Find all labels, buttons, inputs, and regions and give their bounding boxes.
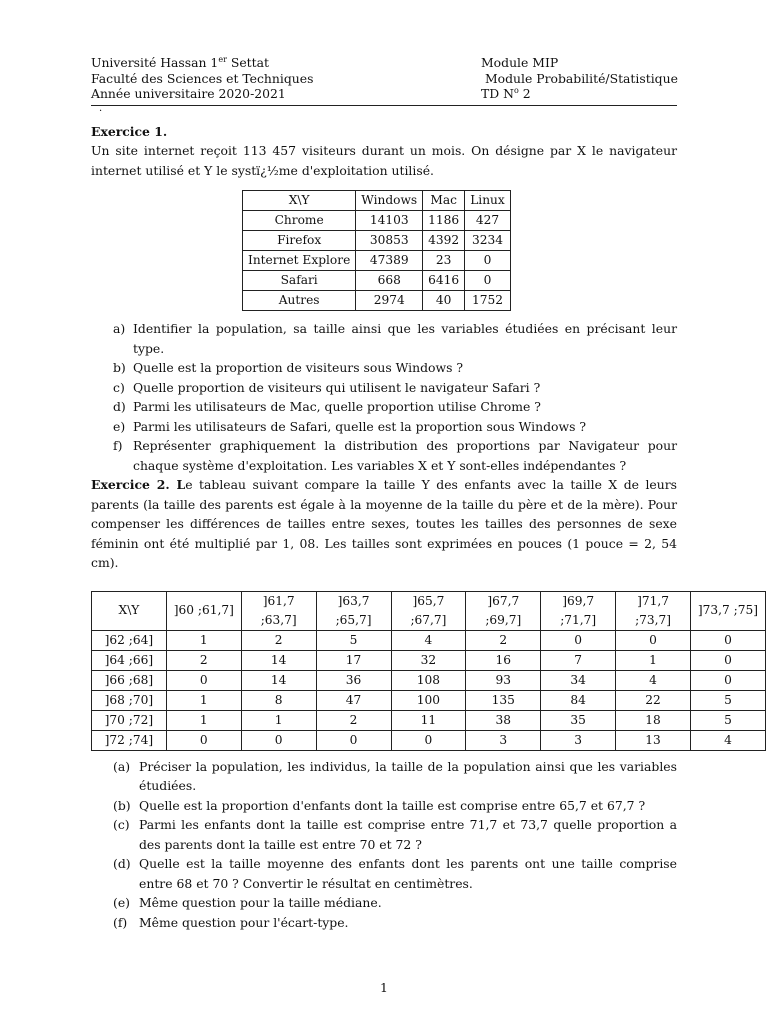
- question-text: Préciser la population, les individus, la taille de la population ainsi que les variables étudiées.: [139, 758, 677, 793]
- question-label: d): [113, 399, 126, 414]
- table-cell: 2974: [356, 291, 423, 311]
- table-cell: 84: [541, 690, 616, 710]
- question-label: (a): [113, 758, 131, 774]
- table-header-cell: Windows: [356, 191, 423, 211]
- question-label: (f): [113, 914, 128, 930]
- document-header: [91, 55, 677, 102]
- question-item: [113, 815, 677, 854]
- table-cell: 8: [241, 690, 316, 710]
- row-label-cell: ]64 ;66]: [92, 650, 167, 670]
- table-cell: 0: [166, 670, 241, 690]
- question-text: Représenter graphiquement la distribution des proportions par Navigateur pour chaque système d'exploitation. Les variables X et Y sont-elles indépendantes ?: [133, 438, 677, 473]
- question-label: (c): [113, 817, 130, 832]
- question-label: (e): [113, 895, 131, 910]
- table-cell: 47: [316, 690, 391, 710]
- exercise-2-questions: [91, 757, 677, 933]
- table-header-cell: X\Y: [92, 591, 167, 630]
- question-text: Parmi les enfants dont la taille est comprise entre 71,7 et 73,7 quelle proportion a des parents dont la taille est entre 70 et 72 ?: [139, 817, 677, 852]
- table-cell: 23: [423, 251, 465, 271]
- university-name: Université Hassan 1er Settat: [91, 54, 269, 70]
- question-item: [113, 796, 677, 816]
- table-cell: 1: [241, 710, 316, 730]
- table-cell: 14103: [356, 211, 423, 231]
- exercise-1: [91, 122, 677, 476]
- table-header-cell: Mac: [423, 191, 465, 211]
- question-item: [113, 913, 677, 933]
- table-cell: 34: [541, 670, 616, 690]
- table-cell: 0: [465, 271, 511, 291]
- table-row: [92, 730, 766, 750]
- row-label-cell: ]70 ;72]: [92, 710, 167, 730]
- question-item: [113, 358, 677, 378]
- row-label-cell: ]68 ;70]: [92, 690, 167, 710]
- table-cell: 13: [616, 730, 691, 750]
- table-row: [243, 231, 511, 251]
- table-header-cell: Linux: [465, 191, 511, 211]
- table-cell: 135: [466, 690, 541, 710]
- table-cell: 93: [466, 670, 541, 690]
- question-text: Quelle est la taille moyenne des enfants dont les parents ont une taille comprise entre 68 et 70 ? Convertir le résultat en centimètres.: [139, 856, 677, 891]
- question-text: Parmi les utilisateurs de Safari, quelle est la proportion sous Windows ?: [133, 418, 587, 434]
- question-item: [113, 378, 677, 398]
- table-cell: 14: [241, 670, 316, 690]
- academic-year: Année universitaire 2020-2021: [91, 86, 286, 101]
- row-label-cell: Chrome: [243, 211, 356, 231]
- question-label: (d): [113, 856, 131, 871]
- table-cell: 2: [466, 630, 541, 650]
- question-item: [113, 893, 677, 913]
- question-text: Quelle est la proportion de visiteurs sous Windows ?: [133, 360, 464, 375]
- table-header-cell: ]69,7 ;71,7]: [541, 591, 616, 630]
- faculty-name: Faculté des Sciences et Techniques: [91, 70, 314, 86]
- table-cell: 2: [241, 630, 316, 650]
- table-row: [92, 650, 766, 670]
- question-item: [113, 397, 677, 417]
- question-label: e): [113, 418, 126, 434]
- table-cell: 3: [541, 730, 616, 750]
- question-label: (b): [113, 797, 131, 813]
- question-text: Même question pour l'écart-type.: [139, 914, 349, 930]
- table-header-cell: ]73,7 ;75]: [691, 591, 766, 630]
- table-row: [243, 211, 511, 231]
- table-row: [92, 710, 766, 730]
- table-header-cell: ]60 ;61,7]: [166, 591, 241, 630]
- row-label-cell: ]66 ;68]: [92, 670, 167, 690]
- table-row: [243, 271, 511, 291]
- table-cell: 0: [691, 650, 766, 670]
- question-text: Quelle proportion de visiteurs qui utilisent le navigateur Safari ?: [133, 379, 541, 395]
- table-cell: 0: [691, 630, 766, 650]
- exercise-1-title: Exercice 1.: [91, 123, 168, 139]
- table-cell: 4392: [423, 231, 465, 251]
- table-cell: 7: [541, 650, 616, 670]
- table-cell: 16: [466, 650, 541, 670]
- table-cell: 1: [616, 650, 691, 670]
- table-row: [92, 670, 766, 690]
- table-header-cell: ]61,7 ;63,7]: [241, 591, 316, 630]
- table-cell: 30853: [356, 231, 423, 251]
- exercise-1-statement: Un site internet reçoit 113 457 visiteurs durant un mois. On désigne par X le navigateur internet utilisé et Y le systï¿½me d'exploitation utilisé.: [91, 143, 677, 178]
- table-cell: 14: [241, 650, 316, 670]
- question-text: Quelle est la proportion d'enfants dont la taille est comprise entre 65,7 et 67,7 ?: [139, 797, 646, 813]
- row-label-cell: ]72 ;74]: [92, 730, 167, 750]
- row-label-cell: Firefox: [243, 231, 356, 251]
- table-cell: 0: [691, 670, 766, 690]
- question-item: [113, 757, 677, 796]
- table-cell: 35: [541, 710, 616, 730]
- table-cell: 36: [316, 670, 391, 690]
- question-label: b): [113, 360, 126, 375]
- question-text: Parmi les utilisateurs de Mac, quelle proportion utilise Chrome ?: [133, 399, 541, 414]
- module-subject: Module Probabilité/Statistique: [481, 70, 678, 86]
- question-item: [113, 417, 677, 437]
- question-item: [113, 854, 677, 893]
- table-cell: 32: [391, 650, 466, 670]
- table-cell: 47389: [356, 251, 423, 271]
- table-cell: 668: [356, 271, 423, 291]
- table-header-cell: ]65,7 ;67,7]: [391, 591, 466, 630]
- question-text: Même question pour la taille médiane.: [139, 895, 382, 910]
- table-cell: 3234: [465, 231, 511, 251]
- table-cell: 22: [616, 690, 691, 710]
- stray-dot: ·: [99, 105, 103, 117]
- table-cell: 4: [691, 730, 766, 750]
- table-cell: 0: [465, 251, 511, 271]
- table-cell: 0: [166, 730, 241, 750]
- question-label: a): [113, 321, 126, 336]
- table-header-cell: ]63,7 ;65,7]: [316, 591, 391, 630]
- td-number: TD $N^o$ 2: [481, 85, 531, 101]
- module-name: Module MIP: [481, 55, 559, 70]
- question-label: c): [113, 379, 125, 395]
- row-label-cell: ]62 ;64]: [92, 630, 167, 650]
- table-cell: 11: [391, 710, 466, 730]
- table-cell: 5: [691, 710, 766, 730]
- header-left: [91, 55, 471, 102]
- question-label: f): [113, 438, 123, 453]
- table-row: [243, 291, 511, 311]
- table-cell: 0: [241, 730, 316, 750]
- exercise-1-questions: [91, 319, 677, 475]
- table-cell: 1: [166, 630, 241, 650]
- exercise-2: [91, 475, 759, 932]
- table-cell: 5: [316, 630, 391, 650]
- table-cell: 4: [391, 630, 466, 650]
- table-cell: 3: [466, 730, 541, 750]
- table-header-cell: ]67,7 ;69,7]: [466, 591, 541, 630]
- table-cell: 5: [691, 690, 766, 710]
- table-cell: 1: [166, 690, 241, 710]
- table-cell: 2: [166, 650, 241, 670]
- table-cell: 427: [465, 211, 511, 231]
- question-text: Identifier la population, sa taille ainsi que les variables étudiées en précisant leur type.: [133, 321, 677, 356]
- table-cell: 100: [391, 690, 466, 710]
- table-row: [92, 630, 766, 650]
- table-cell: 6416: [423, 271, 465, 291]
- question-item: [113, 436, 677, 475]
- exercise-2-statement: Exercice 2. Le tableau suivant compare la taille Y des enfants avec la taille X de leurs parents (la taille des parents est égale à la moyenne de la taille du père et de la mère). Pour compenser les différences de tailles entre sexes, toutes les tailles des personnes de sexe féminin ont été multiplié par 1, 08. Les tailles sont exprimées en pouces (1 pouce = 2, 54 cm).: [91, 477, 677, 570]
- table-row: [243, 251, 511, 271]
- page-number: 1: [380, 980, 388, 995]
- table-cell: 1: [166, 710, 241, 730]
- table-cell: 38: [466, 710, 541, 730]
- table-cell: 1752: [465, 291, 511, 311]
- table-cell: 4: [616, 670, 691, 690]
- row-label-cell: Autres: [243, 291, 356, 311]
- height-table: [91, 591, 766, 751]
- table-cell: 17: [316, 650, 391, 670]
- table-cell: 108: [391, 670, 466, 690]
- row-label-cell: Safari: [243, 271, 356, 291]
- table-cell: 0: [541, 630, 616, 650]
- table-cell: 0: [316, 730, 391, 750]
- browser-os-table: [242, 190, 511, 311]
- header-right: [481, 55, 677, 102]
- table-row: [92, 690, 766, 710]
- table-cell: 2: [316, 710, 391, 730]
- table-cell: 18: [616, 710, 691, 730]
- document-page: [91, 54, 759, 932]
- question-item: [113, 319, 677, 358]
- exercise-2-title: Exercice 2. L: [91, 477, 186, 492]
- row-label-cell: Internet Explore: [243, 251, 356, 271]
- table-cell: 40: [423, 291, 465, 311]
- table-cell: 1186: [423, 211, 465, 231]
- table-cell: 0: [391, 730, 466, 750]
- table-header-cell: ]71,7 ;73,7]: [616, 591, 691, 630]
- table-cell: 0: [616, 630, 691, 650]
- table-header-cell: X\Y: [243, 191, 356, 211]
